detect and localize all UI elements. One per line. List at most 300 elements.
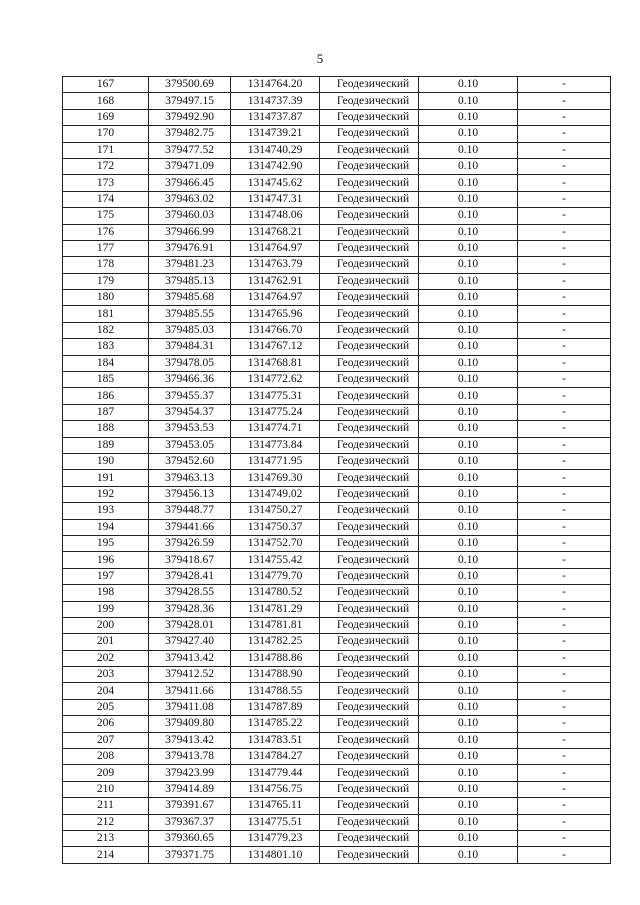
method-cell: Геодезический — [320, 535, 419, 551]
table-row — [63, 781, 611, 797]
method-cell: Геодезический — [320, 601, 419, 617]
x-coordinate-cell: 379423.99 — [149, 765, 231, 781]
y-coordinate-cell: 1314779.44 — [231, 765, 320, 781]
accuracy-cell: 0.10 — [419, 126, 518, 142]
point-number-cell: 205 — [63, 699, 149, 715]
accuracy-cell: 0.10 — [419, 699, 518, 715]
x-coordinate-cell: 379485.55 — [149, 306, 231, 322]
accuracy-cell: 0.10 — [419, 421, 518, 437]
point-number-cell: 191 — [63, 470, 149, 486]
y-coordinate-cell: 1314756.75 — [231, 781, 320, 797]
x-coordinate-cell: 379466.45 — [149, 175, 231, 191]
method-cell: Геодезический — [320, 830, 419, 846]
table-row — [63, 634, 611, 650]
table-row — [63, 175, 611, 191]
note-cell: - — [518, 77, 611, 93]
x-coordinate-cell: 379455.37 — [149, 388, 231, 404]
table-row — [63, 732, 611, 748]
table-row — [63, 322, 611, 338]
table-row — [63, 273, 611, 289]
note-cell: - — [518, 240, 611, 256]
x-coordinate-cell: 379453.05 — [149, 437, 231, 453]
x-coordinate-cell: 379477.52 — [149, 142, 231, 158]
note-cell: - — [518, 699, 611, 715]
x-coordinate-cell: 379456.13 — [149, 486, 231, 502]
point-number-cell: 202 — [63, 650, 149, 666]
y-coordinate-cell: 1314750.37 — [231, 519, 320, 535]
method-cell: Геодезический — [320, 77, 419, 93]
method-cell: Геодезический — [320, 126, 419, 142]
method-cell: Геодезический — [320, 404, 419, 420]
x-coordinate-cell: 379500.69 — [149, 77, 231, 93]
method-cell: Геодезический — [320, 355, 419, 371]
y-coordinate-cell: 1314782.25 — [231, 634, 320, 650]
method-cell: Геодезический — [320, 667, 419, 683]
accuracy-cell: 0.10 — [419, 749, 518, 765]
accuracy-cell: 0.10 — [419, 585, 518, 601]
table-row — [63, 257, 611, 273]
table-row — [63, 519, 611, 535]
note-cell: - — [518, 585, 611, 601]
y-coordinate-cell: 1314788.90 — [231, 667, 320, 683]
y-coordinate-cell: 1314769.30 — [231, 470, 320, 486]
y-coordinate-cell: 1314748.06 — [231, 208, 320, 224]
method-cell: Геодезический — [320, 617, 419, 633]
point-number-cell: 210 — [63, 781, 149, 797]
accuracy-cell: 0.10 — [419, 290, 518, 306]
x-coordinate-cell: 379367.37 — [149, 814, 231, 830]
y-coordinate-cell: 1314788.86 — [231, 650, 320, 666]
y-coordinate-cell: 1314779.70 — [231, 568, 320, 584]
note-cell: - — [518, 322, 611, 338]
point-number-cell: 177 — [63, 240, 149, 256]
y-coordinate-cell: 1314785.22 — [231, 716, 320, 732]
point-number-cell: 174 — [63, 191, 149, 207]
y-coordinate-cell: 1314783.51 — [231, 732, 320, 748]
note-cell: - — [518, 453, 611, 469]
table-row — [63, 503, 611, 519]
y-coordinate-cell: 1314784.27 — [231, 749, 320, 765]
accuracy-cell: 0.10 — [419, 437, 518, 453]
method-cell: Геодезический — [320, 765, 419, 781]
method-cell: Геодезический — [320, 470, 419, 486]
table-row — [63, 699, 611, 715]
method-cell: Геодезический — [320, 306, 419, 322]
point-number-cell: 196 — [63, 552, 149, 568]
note-cell: - — [518, 158, 611, 174]
y-coordinate-cell: 1314773.84 — [231, 437, 320, 453]
point-number-cell: 176 — [63, 224, 149, 240]
method-cell: Геодезический — [320, 568, 419, 584]
y-coordinate-cell: 1314764.97 — [231, 240, 320, 256]
y-coordinate-cell: 1314781.81 — [231, 617, 320, 633]
y-coordinate-cell: 1314771.95 — [231, 453, 320, 469]
note-cell: - — [518, 290, 611, 306]
accuracy-cell: 0.10 — [419, 372, 518, 388]
accuracy-cell: 0.10 — [419, 77, 518, 93]
x-coordinate-cell: 379497.15 — [149, 93, 231, 109]
note-cell: - — [518, 535, 611, 551]
note-cell: - — [518, 93, 611, 109]
note-cell: - — [518, 617, 611, 633]
point-number-cell: 207 — [63, 732, 149, 748]
note-cell: - — [518, 830, 611, 846]
note-cell: - — [518, 667, 611, 683]
point-number-cell: 203 — [63, 667, 149, 683]
point-number-cell: 199 — [63, 601, 149, 617]
accuracy-cell: 0.10 — [419, 240, 518, 256]
point-number-cell: 197 — [63, 568, 149, 584]
note-cell: - — [518, 503, 611, 519]
coordinates-table — [62, 76, 611, 864]
accuracy-cell: 0.10 — [419, 568, 518, 584]
note-cell: - — [518, 568, 611, 584]
accuracy-cell: 0.10 — [419, 486, 518, 502]
point-number-cell: 208 — [63, 749, 149, 765]
y-coordinate-cell: 1314788.55 — [231, 683, 320, 699]
point-number-cell: 198 — [63, 585, 149, 601]
note-cell: - — [518, 339, 611, 355]
y-coordinate-cell: 1314767.12 — [231, 339, 320, 355]
point-number-cell: 179 — [63, 273, 149, 289]
accuracy-cell: 0.10 — [419, 519, 518, 535]
x-coordinate-cell: 379411.08 — [149, 699, 231, 715]
method-cell: Геодезический — [320, 781, 419, 797]
x-coordinate-cell: 379411.66 — [149, 683, 231, 699]
method-cell: Геодезический — [320, 437, 419, 453]
method-cell: Геодезический — [320, 699, 419, 715]
point-number-cell: 189 — [63, 437, 149, 453]
accuracy-cell: 0.10 — [419, 404, 518, 420]
accuracy-cell: 0.10 — [419, 257, 518, 273]
table-row — [63, 437, 611, 453]
x-coordinate-cell: 379485.68 — [149, 290, 231, 306]
y-coordinate-cell: 1314768.81 — [231, 355, 320, 371]
method-cell: Геодезический — [320, 847, 419, 863]
note-cell: - — [518, 208, 611, 224]
point-number-cell: 195 — [63, 535, 149, 551]
y-coordinate-cell: 1314742.90 — [231, 158, 320, 174]
accuracy-cell: 0.10 — [419, 142, 518, 158]
x-coordinate-cell: 379412.52 — [149, 667, 231, 683]
accuracy-cell: 0.10 — [419, 634, 518, 650]
table-row — [63, 109, 611, 125]
point-number-cell: 193 — [63, 503, 149, 519]
method-cell: Геодезический — [320, 749, 419, 765]
y-coordinate-cell: 1314737.87 — [231, 109, 320, 125]
method-cell: Геодезический — [320, 290, 419, 306]
note-cell: - — [518, 634, 611, 650]
table-row — [63, 470, 611, 486]
note-cell: - — [518, 847, 611, 863]
y-coordinate-cell: 1314772.62 — [231, 372, 320, 388]
note-cell: - — [518, 650, 611, 666]
x-coordinate-cell: 379481.23 — [149, 257, 231, 273]
table-row — [63, 453, 611, 469]
note-cell: - — [518, 126, 611, 142]
y-coordinate-cell: 1314749.02 — [231, 486, 320, 502]
page-number: 5 — [316, 51, 324, 66]
table-row — [63, 683, 611, 699]
y-coordinate-cell: 1314750.27 — [231, 503, 320, 519]
table-row — [63, 339, 611, 355]
method-cell: Геодезический — [320, 175, 419, 191]
method-cell: Геодезический — [320, 486, 419, 502]
y-coordinate-cell: 1314745.62 — [231, 175, 320, 191]
accuracy-cell: 0.10 — [419, 683, 518, 699]
y-coordinate-cell: 1314755.42 — [231, 552, 320, 568]
x-coordinate-cell: 379428.36 — [149, 601, 231, 617]
method-cell: Геодезический — [320, 421, 419, 437]
method-cell: Геодезический — [320, 224, 419, 240]
point-number-cell: 192 — [63, 486, 149, 502]
accuracy-cell: 0.10 — [419, 453, 518, 469]
method-cell: Геодезический — [320, 650, 419, 666]
point-number-cell: 167 — [63, 77, 149, 93]
point-number-cell: 187 — [63, 404, 149, 420]
y-coordinate-cell: 1314787.89 — [231, 699, 320, 715]
table-row — [63, 486, 611, 502]
method-cell: Геодезический — [320, 372, 419, 388]
y-coordinate-cell: 1314739.21 — [231, 126, 320, 142]
x-coordinate-cell: 379471.09 — [149, 158, 231, 174]
method-cell: Геодезический — [320, 388, 419, 404]
accuracy-cell: 0.10 — [419, 503, 518, 519]
accuracy-cell: 0.10 — [419, 158, 518, 174]
x-coordinate-cell: 379428.55 — [149, 585, 231, 601]
table-row — [63, 798, 611, 814]
x-coordinate-cell: 379426.59 — [149, 535, 231, 551]
table-row — [63, 716, 611, 732]
x-coordinate-cell: 379485.03 — [149, 322, 231, 338]
accuracy-cell: 0.10 — [419, 355, 518, 371]
coordinates-table-body — [63, 77, 611, 864]
point-number-cell: 212 — [63, 814, 149, 830]
x-coordinate-cell: 379452.60 — [149, 453, 231, 469]
accuracy-cell: 0.10 — [419, 830, 518, 846]
point-number-cell: 171 — [63, 142, 149, 158]
note-cell: - — [518, 437, 611, 453]
x-coordinate-cell: 379414.89 — [149, 781, 231, 797]
y-coordinate-cell: 1314766.70 — [231, 322, 320, 338]
y-coordinate-cell: 1314765.11 — [231, 798, 320, 814]
point-number-cell: 206 — [63, 716, 149, 732]
table-row — [63, 93, 611, 109]
method-cell: Геодезический — [320, 683, 419, 699]
table-row — [63, 191, 611, 207]
method-cell: Геодезический — [320, 716, 419, 732]
note-cell: - — [518, 765, 611, 781]
x-coordinate-cell: 379413.42 — [149, 732, 231, 748]
note-cell: - — [518, 486, 611, 502]
table-row — [63, 568, 611, 584]
method-cell: Геодезический — [320, 257, 419, 273]
point-number-cell: 181 — [63, 306, 149, 322]
y-coordinate-cell: 1314740.29 — [231, 142, 320, 158]
y-coordinate-cell: 1314764.20 — [231, 77, 320, 93]
method-cell: Геодезический — [320, 240, 419, 256]
accuracy-cell: 0.10 — [419, 552, 518, 568]
x-coordinate-cell: 379466.99 — [149, 224, 231, 240]
method-cell: Геодезический — [320, 814, 419, 830]
y-coordinate-cell: 1314764.97 — [231, 290, 320, 306]
method-cell: Геодезический — [320, 503, 419, 519]
y-coordinate-cell: 1314763.79 — [231, 257, 320, 273]
point-number-cell: 185 — [63, 372, 149, 388]
point-number-cell: 213 — [63, 830, 149, 846]
table-row — [63, 355, 611, 371]
x-coordinate-cell: 379413.42 — [149, 650, 231, 666]
y-coordinate-cell: 1314775.24 — [231, 404, 320, 420]
table-row — [63, 749, 611, 765]
method-cell: Геодезический — [320, 208, 419, 224]
y-coordinate-cell: 1314775.31 — [231, 388, 320, 404]
point-number-cell: 173 — [63, 175, 149, 191]
note-cell: - — [518, 683, 611, 699]
method-cell: Геодезический — [320, 552, 419, 568]
x-coordinate-cell: 379413.78 — [149, 749, 231, 765]
point-number-cell: 178 — [63, 257, 149, 273]
note-cell: - — [518, 372, 611, 388]
y-coordinate-cell: 1314768.21 — [231, 224, 320, 240]
x-coordinate-cell: 379448.77 — [149, 503, 231, 519]
point-number-cell: 175 — [63, 208, 149, 224]
x-coordinate-cell: 379476.91 — [149, 240, 231, 256]
table-row — [63, 142, 611, 158]
point-number-cell: 194 — [63, 519, 149, 535]
note-cell: - — [518, 142, 611, 158]
x-coordinate-cell: 379463.02 — [149, 191, 231, 207]
x-coordinate-cell: 379466.36 — [149, 372, 231, 388]
table-row — [63, 650, 611, 666]
method-cell: Геодезический — [320, 142, 419, 158]
accuracy-cell: 0.10 — [419, 814, 518, 830]
point-number-cell: 172 — [63, 158, 149, 174]
x-coordinate-cell: 379453.53 — [149, 421, 231, 437]
table-row — [63, 372, 611, 388]
accuracy-cell: 0.10 — [419, 93, 518, 109]
y-coordinate-cell: 1314781.29 — [231, 601, 320, 617]
accuracy-cell: 0.10 — [419, 339, 518, 355]
method-cell: Геодезический — [320, 585, 419, 601]
table-row — [63, 667, 611, 683]
x-coordinate-cell: 379485.13 — [149, 273, 231, 289]
x-coordinate-cell: 379360.65 — [149, 830, 231, 846]
point-number-cell: 209 — [63, 765, 149, 781]
point-number-cell: 211 — [63, 798, 149, 814]
note-cell: - — [518, 470, 611, 486]
accuracy-cell: 0.10 — [419, 781, 518, 797]
y-coordinate-cell: 1314801.10 — [231, 847, 320, 863]
x-coordinate-cell: 379492.90 — [149, 109, 231, 125]
method-cell: Геодезический — [320, 798, 419, 814]
accuracy-cell: 0.10 — [419, 667, 518, 683]
x-coordinate-cell: 379391.67 — [149, 798, 231, 814]
table-row — [63, 77, 611, 93]
point-number-cell: 190 — [63, 453, 149, 469]
note-cell: - — [518, 519, 611, 535]
x-coordinate-cell: 379409.80 — [149, 716, 231, 732]
point-number-cell: 214 — [63, 847, 149, 863]
table-row — [63, 158, 611, 174]
method-cell: Геодезический — [320, 634, 419, 650]
accuracy-cell: 0.10 — [419, 175, 518, 191]
y-coordinate-cell: 1314747.31 — [231, 191, 320, 207]
accuracy-cell: 0.10 — [419, 191, 518, 207]
table-row — [63, 421, 611, 437]
point-number-cell: 183 — [63, 339, 149, 355]
note-cell: - — [518, 552, 611, 568]
accuracy-cell: 0.10 — [419, 306, 518, 322]
accuracy-cell: 0.10 — [419, 224, 518, 240]
note-cell: - — [518, 306, 611, 322]
accuracy-cell: 0.10 — [419, 470, 518, 486]
point-number-cell: 168 — [63, 93, 149, 109]
table-row — [63, 404, 611, 420]
method-cell: Геодезический — [320, 109, 419, 125]
table-row — [63, 847, 611, 863]
method-cell: Геодезический — [320, 322, 419, 338]
note-cell: - — [518, 798, 611, 814]
accuracy-cell: 0.10 — [419, 535, 518, 551]
note-cell: - — [518, 814, 611, 830]
point-number-cell: 169 — [63, 109, 149, 125]
y-coordinate-cell: 1314765.96 — [231, 306, 320, 322]
method-cell: Геодезический — [320, 191, 419, 207]
point-number-cell: 180 — [63, 290, 149, 306]
table-row — [63, 224, 611, 240]
table-row — [63, 535, 611, 551]
x-coordinate-cell: 379463.13 — [149, 470, 231, 486]
x-coordinate-cell: 379371.75 — [149, 847, 231, 863]
point-number-cell: 204 — [63, 683, 149, 699]
point-number-cell: 170 — [63, 126, 149, 142]
note-cell: - — [518, 781, 611, 797]
table-row — [63, 126, 611, 142]
method-cell: Геодезический — [320, 93, 419, 109]
accuracy-cell: 0.10 — [419, 388, 518, 404]
x-coordinate-cell: 379428.41 — [149, 568, 231, 584]
table-row — [63, 601, 611, 617]
note-cell: - — [518, 191, 611, 207]
accuracy-cell: 0.10 — [419, 765, 518, 781]
y-coordinate-cell: 1314779.23 — [231, 830, 320, 846]
accuracy-cell: 0.10 — [419, 322, 518, 338]
x-coordinate-cell: 379428.01 — [149, 617, 231, 633]
method-cell: Геодезический — [320, 519, 419, 535]
x-coordinate-cell: 379484.31 — [149, 339, 231, 355]
method-cell: Геодезический — [320, 158, 419, 174]
note-cell: - — [518, 732, 611, 748]
accuracy-cell: 0.10 — [419, 847, 518, 863]
point-number-cell: 201 — [63, 634, 149, 650]
accuracy-cell: 0.10 — [419, 208, 518, 224]
table-row — [63, 617, 611, 633]
x-coordinate-cell: 379460.03 — [149, 208, 231, 224]
method-cell: Геодезический — [320, 732, 419, 748]
point-number-cell: 200 — [63, 617, 149, 633]
table-row — [63, 585, 611, 601]
table-row — [63, 208, 611, 224]
x-coordinate-cell: 379482.75 — [149, 126, 231, 142]
note-cell: - — [518, 601, 611, 617]
accuracy-cell: 0.10 — [419, 798, 518, 814]
accuracy-cell: 0.10 — [419, 732, 518, 748]
table-row — [63, 240, 611, 256]
note-cell: - — [518, 421, 611, 437]
note-cell: - — [518, 404, 611, 420]
method-cell: Геодезический — [320, 273, 419, 289]
